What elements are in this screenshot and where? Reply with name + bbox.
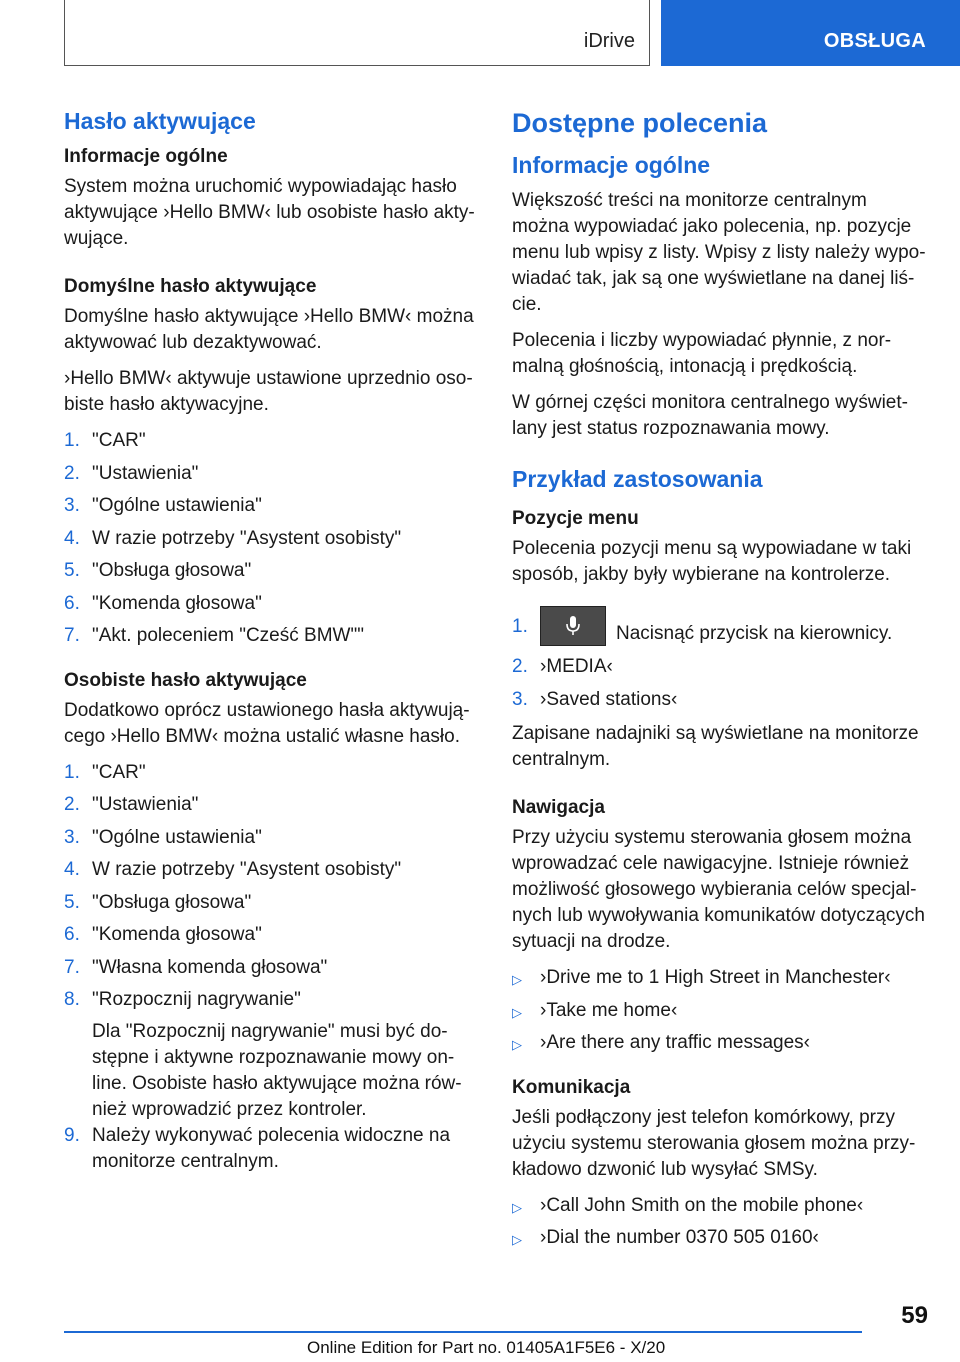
list-item: 1. "CAR" [64,430,146,451]
triangle-bullet-icon: ▷ [512,972,522,987]
activation-word-title: Hasło aktywujące [64,108,256,134]
list-item: 5. "Obsługa głosowa" [64,560,252,581]
list-item: 8. "Rozpocznij nagrywanie" Dla "Rozpocznij nagrywanie" musi być do-stępne i aktywne rozpoznawanie mowy on-line. Osobiste hasło aktywujące można rów-nież wprowadzić przez kontroler. [64,987,478,1123]
personal-word-heading: Osobiste hasło aktywujące [64,669,307,691]
menu-result-text: Zapisane nadajniki są wyświetlane na monitorze centralnym. [512,723,919,770]
general-info-text: System można uruchomić wypowiadając hasło aktywujące ›Hello BMW‹ lub osobiste hasło akty-wujące. [64,176,475,249]
list-item: 6. "Komenda głosowa" [64,924,262,945]
list-item: 1. Nacisnąć przycisk na kierownicy. [512,608,926,654]
list-item: ▷ ›Are there any traffic messages‹ [512,1030,926,1063]
microphone-icon [540,606,606,646]
default-word-text-2: ›Hello BMW‹ aktywuje ustawione uprzednio oso-biste hasło aktywacyjne. [64,368,473,415]
right-column [512,98,926,1270]
default-word-heading: Domyślne hasło aktywujące [64,276,317,297]
menu-steps-list [512,608,926,719]
commands-title: Dostępne polecenia [512,108,768,138]
communication-heading: Komunikacja [512,1076,631,1098]
triangle-bullet-icon: ▷ [512,1004,522,1020]
chapter-label: iDrive [583,30,635,52]
triangle-bullet-icon: ▷ [512,1232,522,1247]
triangle-bullet-icon: ▷ [512,1037,522,1052]
list-item: 7. "Własna komenda głosowa" [64,956,328,978]
list-item: 6. "Komenda głosowa" [64,592,262,614]
default-word-text-1: Domyślne hasło aktywujące ›Hello BMW‹ można aktywować lub dezaktywować. [64,306,474,353]
list-item: ▷ ›Dial the number 0370 505 0160‹ [512,1225,926,1258]
left-column [64,98,478,1187]
commands-general-p1: Większość treści na monitorze centralnym można wypowiadać jako polecenia, np. pozycje menu lub wpisy z listy. Wpisy z listy należy wypo-wiadać tak, jak są one wyświetlane na danej liś-cie. [512,190,926,315]
general-info-heading: Informacje ogólne [64,146,228,167]
list-item: 1. "CAR" [64,761,146,783]
list-item: 5. "Obsługa głosowa" [64,891,252,913]
list-item: ▷ ›Drive me to 1 High Street in Manchester‹ [512,965,926,998]
list-item: 7. "Akt. poleceniem "Cześć BMW"" [64,625,364,646]
list-item: 2. "Ustawienia" [64,794,199,815]
list-item: ▷ ›Call John Smith on the mobile phone‹ [512,1193,926,1226]
chapter-tab [64,0,650,66]
navigation-examples [512,965,926,1063]
list-item: 3. ›Saved stations‹ [512,688,678,710]
list-item: 3. "Ogólne ustawienia" [64,495,262,516]
personal-steps-list [64,760,478,1176]
navigation-heading: Nawigacja [512,797,605,818]
footer-divider [64,1331,862,1333]
list-item: 9. Należy wykonywać polecenia widoczne na monitorze centralnym. [64,1125,451,1172]
menu-items-heading: Pozycje menu [512,508,639,529]
navigation-text: Przy użyciu systemu sterowania głosem można wprowadzać cele nawigacyjne. Istnieje również możliwość głosowego wybierania celów specjal-nych lub wywoływania komunikatów dotyczących sytuacji na drodze. [512,827,925,952]
footer-text: Online Edition for Part no. 01405A1F5E6 - X/20 [307,1338,666,1357]
commands-general-p2: Polecenia i liczby wypowiadać płynnie, z nor-malną głośnością, intonacją i prędkością. [512,330,892,377]
list-item: 2. "Ustawienia" [64,462,199,484]
commands-general-heading: Informacje ogólne [512,152,711,178]
communication-text: Jeśli podłączony jest telefon komórkowy, przy użyciu systemu sterowania głosem można przy-kładowo dzwonić lub wysyłać SMSy. [512,1106,916,1180]
list-item: 4. W razie potrzeby "Asystent osobisty" [64,527,402,549]
example-heading: Przykład zastosowania [512,466,763,492]
page-number: 59 [901,1302,928,1329]
commands-general-p3: W górnej części monitora centralnego wyświet-lany jest status rozpoznawania mowy. [512,392,908,439]
default-steps-list [64,428,478,656]
step-note: Dla "Rozpocznij nagrywanie" musi być do-stępne i aktywne rozpoznawanie mowy on-line. Osobiste hasło aktywujące można rów-nież wprowadzić przez kontroler. [92,1021,462,1120]
section-label: OBSŁUGA [823,30,926,52]
section-tab [661,0,960,66]
communication-examples [512,1193,926,1258]
list-item: 2. ›MEDIA‹ [512,656,613,677]
list-item: ▷ ›Take me home‹ [512,998,926,1031]
triangle-bullet-icon: ▷ [512,1199,522,1215]
list-item: 4. W razie potrzeby "Asystent osobisty" [64,859,402,880]
list-item: 3. "Ogólne ustawienia" [64,826,262,848]
personal-word-text: Dodatkowo oprócz ustawionego hasła aktywują-cego ›Hello BMW‹ można ustalić własne hasło. [64,699,470,747]
menu-items-text: Polecenia pozycji menu są wypowiadane w taki sposób, jakby były wybierane na kontrolerze. [512,538,912,585]
